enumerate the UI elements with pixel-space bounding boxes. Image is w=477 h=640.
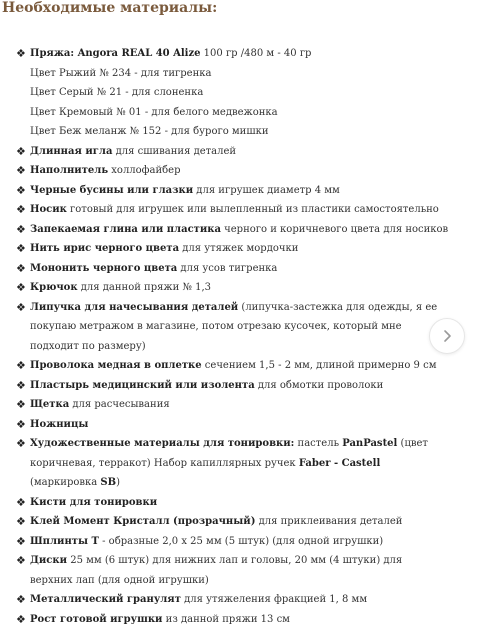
page-title: Необходимые материалы: <box>2 0 218 16</box>
list-item: ❖ Пластырь медицинский или изолента для обмотки проволоки <box>16 376 446 396</box>
bullet-icon: ❖ <box>16 242 26 255</box>
bullet-icon: ❖ <box>16 378 26 392</box>
list-item: ❖ Рост готовой игрушки из данной пряжи 13 см <box>16 610 446 630</box>
bullet-icon: ❖ <box>16 164 26 177</box>
bullet-icon: ❖ <box>16 417 26 431</box>
list-item: ❖ Шплинты Т - образные 2,0 х 25 мм (5 штук) (для одной игрушки) <box>16 532 446 552</box>
bullet-icon: ❖ <box>16 222 26 236</box>
yarn-color-item: Цвет Кремовый № 01 - для белого медвежонка <box>30 106 278 118</box>
list-item: ❖ Нить ирис черного цвета для утяжек мордочки <box>16 239 446 259</box>
yarn-color-item: Цвет Серый № 21 - для слоненка <box>30 87 204 98</box>
list-item: ❖ Длинная игла для сшивания деталей <box>16 142 446 162</box>
bullet-icon: ❖ <box>16 398 26 411</box>
yarn-color-item: Цвет Рыжий № 234 - для тигренка <box>30 67 212 79</box>
chevron-right-icon <box>440 329 454 343</box>
bullet-icon: ❖ <box>16 300 26 314</box>
bullet-icon: ❖ <box>16 261 26 275</box>
list-item: ❖ Черные бусины или глазки для игрушек диаметр 4 мм <box>16 181 446 201</box>
bullet-icon: ❖ <box>16 612 26 626</box>
next-slide-button[interactable] <box>429 318 465 354</box>
bullet-icon: ❖ <box>16 554 26 567</box>
list-item: ❖ Клей Момент Кристалл (прозрачный) для приклеивания деталей <box>16 512 446 532</box>
bullet-icon: ❖ <box>16 534 26 548</box>
list-item: ❖ Липучка для начесывания деталей (липучка-застежка для одежды, я ее покупаю метражом в магазине, потом отрезаю кусочек, который мне подходит по размеру) <box>16 298 446 357</box>
list-item: ❖ Художественные материалы для тонировки: пастель PanPastel (цвет коричневая, терракот) Набор капиллярных ручек Faber - Castell (маркировка SB) <box>16 434 446 493</box>
bullet-icon: ❖ <box>16 183 26 197</box>
bullet-icon: ❖ <box>16 593 26 606</box>
list-item: ❖ Щетка для расчесывания <box>16 395 446 415</box>
list-item: ❖ Металлический гранулят для утяжеления фракцией 1, 8 мм <box>16 590 446 610</box>
list-item: ❖ Пряжа: Angora REAL 40 Alize 100 гр /480 м - 40 гр <box>16 44 446 64</box>
materials-list <box>16 44 449 629</box>
bullet-icon: ❖ <box>16 515 26 528</box>
bullet-icon: ❖ <box>16 47 26 60</box>
list-item: ❖ Проволока медная в оплетке сечением 1,5 - 2 мм, длиной примерно 9 см <box>16 356 446 376</box>
list-item: ❖ Носик готовый для игрушек или вылепленный из пластики самостоятельно <box>16 200 446 220</box>
bullet-icon: ❖ <box>16 203 26 216</box>
bullet-icon: ❖ <box>16 437 26 450</box>
list-item: ❖ Диски 25 мм (6 штук) для нижних лап и головы, 20 мм (4 штуки) для верхних лап (для одной игрушки) <box>16 551 446 590</box>
list-item: ❖ Кисти для тонировки <box>16 493 446 513</box>
bullet-icon: ❖ <box>16 495 26 509</box>
list-item: ❖ Ножницы <box>16 415 446 435</box>
list-item: ❖ Наполнитель холлофайбер <box>16 161 446 181</box>
list-item: ❖ Крючок для данной пряжи № 1,3 <box>16 278 446 298</box>
list-item: ❖ Запекаемая глина или пластика черного и коричневого цвета для носиков <box>16 220 446 240</box>
bullet-icon: ❖ <box>16 144 26 158</box>
bullet-icon: ❖ <box>16 359 26 372</box>
bullet-icon: ❖ <box>16 281 26 294</box>
yarn-color-item: Цвет Беж меланж № 152 - для бурого мишки <box>30 126 269 137</box>
list-item: ❖ Мононить черного цвета для усов тигренка <box>16 259 446 279</box>
